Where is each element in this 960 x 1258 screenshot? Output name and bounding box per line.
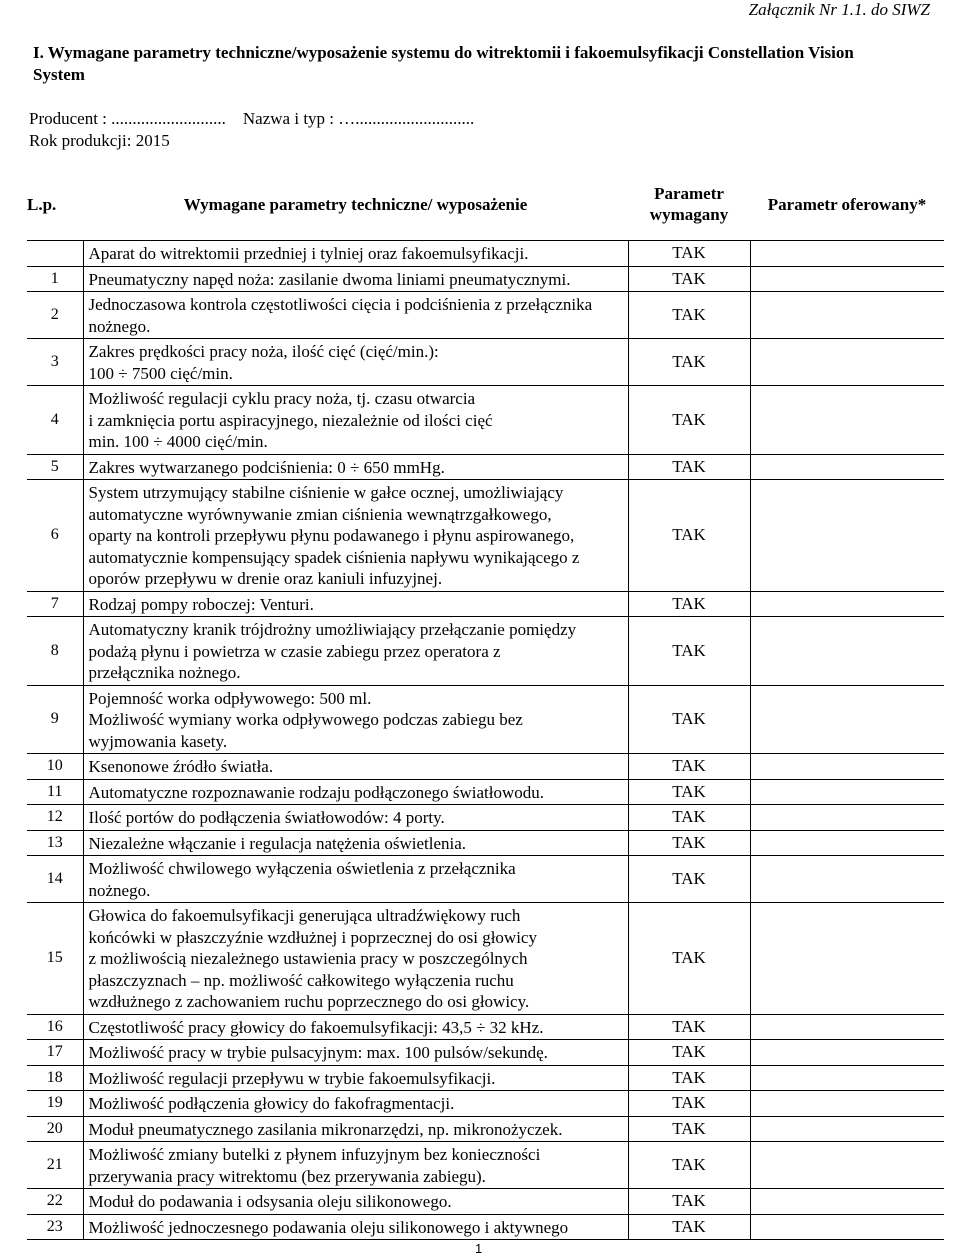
- row-number: 17: [27, 1040, 83, 1066]
- row-required-value: TAK: [628, 754, 750, 780]
- table-row: [27, 241, 944, 267]
- header-offered: Parametr oferowany*: [767, 194, 927, 214]
- row-description: Niezależne włączanie i regulacja natężenia oświetlenia.: [83, 830, 628, 856]
- row-number: 18: [27, 1065, 83, 1091]
- row-offered-value: [750, 1189, 944, 1215]
- row-required-value: TAK: [628, 386, 750, 455]
- table-row: [27, 1065, 944, 1091]
- table-row: [27, 292, 944, 339]
- row-description: Jednoczasowa kontrola częstotliwości cięcia i podciśnienia z przełącznika nożnego.: [83, 292, 628, 339]
- row-number: 2: [27, 292, 83, 339]
- row-description: Ilość portów do podłączenia światłowodów: 4 porty.: [83, 805, 628, 831]
- row-description: Rodzaj pompy roboczej: Venturi.: [83, 591, 628, 617]
- row-offered-value: [750, 1065, 944, 1091]
- row-number: [27, 241, 83, 267]
- row-required-value: TAK: [628, 454, 750, 480]
- row-required-value: TAK: [628, 830, 750, 856]
- row-description: Możliwość podłączenia głowicy do fakofragmentacji.: [83, 1091, 628, 1117]
- row-offered-value: [750, 1214, 944, 1240]
- header-required: Parametr wymagany: [649, 184, 729, 224]
- row-number: 21: [27, 1142, 83, 1189]
- row-number: 5: [27, 454, 83, 480]
- row-offered-value: [750, 1040, 944, 1066]
- row-offered-value: [750, 591, 944, 617]
- table-row: [27, 454, 944, 480]
- production-year: Rok produkcji: 2015: [29, 131, 170, 150]
- row-number: 12: [27, 805, 83, 831]
- row-description: Pneumatyczny napęd noża: zasilanie dwoma liniami pneumatycznymi.: [83, 266, 628, 292]
- table-row: [27, 266, 944, 292]
- row-number: 4: [27, 386, 83, 455]
- table-row: [27, 1116, 944, 1142]
- row-required-value: TAK: [628, 856, 750, 903]
- table-row: [27, 1091, 944, 1117]
- row-number: 15: [27, 903, 83, 1015]
- row-required-value: TAK: [628, 903, 750, 1015]
- table-header-row: [27, 168, 944, 241]
- row-number: 19: [27, 1091, 83, 1117]
- page-number: 1: [475, 1241, 483, 1256]
- row-description: Możliwość jednoczesnego podawania oleju silikonowego i aktywnego: [83, 1214, 628, 1240]
- row-description: Moduł pneumatycznego zasilania mikronarzędzi, np. mikronożyczek.: [83, 1116, 628, 1142]
- row-offered-value: [750, 292, 944, 339]
- row-number: 23: [27, 1214, 83, 1240]
- row-required-value: TAK: [628, 480, 750, 592]
- annex-label: Załącznik Nr 1.1. do SIWZ: [748, 0, 930, 19]
- row-required-value: TAK: [628, 591, 750, 617]
- row-required-value: TAK: [628, 805, 750, 831]
- row-description: Możliwość regulacji cyklu pracy noża, tj. czasu otwarcia i zamknięcia portu aspiracyjnego, niezależnie od ilości cięć min. 100 ÷ 4000 cięć/min.: [83, 386, 628, 455]
- row-offered-value: [750, 1091, 944, 1117]
- row-required-value: TAK: [628, 339, 750, 386]
- table-row: [27, 685, 944, 754]
- table-row: [27, 754, 944, 780]
- row-offered-value: [750, 856, 944, 903]
- row-description: Zakres wytwarzanego podciśnienia: 0 ÷ 650 mmHg.: [83, 454, 628, 480]
- table-row: [27, 856, 944, 903]
- row-number: 14: [27, 856, 83, 903]
- row-number: 22: [27, 1189, 83, 1215]
- table-row: [27, 1040, 944, 1066]
- row-offered-value: [750, 386, 944, 455]
- table-row: [27, 386, 944, 455]
- row-required-value: TAK: [628, 1116, 750, 1142]
- row-number: 1: [27, 266, 83, 292]
- row-description: Częstotliwość pracy głowicy do fakoemulsyfikacji: 43,5 ÷ 32 kHz.: [83, 1014, 628, 1040]
- row-number: 20: [27, 1116, 83, 1142]
- row-description: Moduł do podawania i odsysania oleju silikonowego.: [83, 1189, 628, 1215]
- row-description: Głowica do fakoemulsyfikacji generująca ultradźwiękowy ruch końcówki w płaszczyźnie wzdłużnej i poprzecznej do osi głowicy z możliwością niezależnego ustawienia pracy w poszczególnych płaszczyznach – np. możliwość całkowitego wyłączenia ruchu wzdłużnego z zachowaniem ruchu poprzecznego do osi głowicy.: [83, 903, 628, 1015]
- row-description: Zakres prędkości pracy noża, ilość cięć (cięć/min.): 100 ÷ 7500 cięć/min.: [83, 339, 628, 386]
- row-description: Pojemność worka odpływowego: 500 ml. Możliwość wymiany worka odpływowego podczas zabiegu bez wyjmowania kasety.: [83, 685, 628, 754]
- document-title: I. Wymagane parametry techniczne/wyposażenie systemu do witrektomii i fakoemulsyfikacji Constellation Vision System: [33, 43, 854, 84]
- header-description: Wymagane parametry techniczne/ wyposażenie: [183, 194, 528, 214]
- row-required-value: TAK: [628, 685, 750, 754]
- table-body: [27, 241, 944, 1240]
- row-required-value: TAK: [628, 1214, 750, 1240]
- row-offered-value: [750, 241, 944, 267]
- row-offered-value: [750, 685, 944, 754]
- table-row: [27, 830, 944, 856]
- row-required-value: TAK: [628, 1142, 750, 1189]
- row-required-value: TAK: [628, 779, 750, 805]
- row-description: Automatyczne rozpoznawanie rodzaju podłączonego światłowodu.: [83, 779, 628, 805]
- table-row: [27, 339, 944, 386]
- row-offered-value: [750, 754, 944, 780]
- producer-field: Producent : ...........................: [29, 109, 226, 128]
- row-required-value: TAK: [628, 1091, 750, 1117]
- row-required-value: TAK: [628, 241, 750, 267]
- row-required-value: TAK: [628, 1189, 750, 1215]
- table-row: [27, 480, 944, 592]
- parameters-table: [27, 168, 944, 1240]
- row-offered-value: [750, 480, 944, 592]
- row-number: 3: [27, 339, 83, 386]
- producer-line: [29, 109, 474, 129]
- row-required-value: TAK: [628, 292, 750, 339]
- row-description: Aparat do witrektomii przedniej i tylniej oraz fakoemulsyfikacji.: [83, 241, 628, 267]
- row-number: 6: [27, 480, 83, 592]
- row-number: 10: [27, 754, 83, 780]
- table-row: [27, 779, 944, 805]
- table-row: [27, 805, 944, 831]
- row-offered-value: [750, 1014, 944, 1040]
- row-offered-value: [750, 1142, 944, 1189]
- row-offered-value: [750, 617, 944, 686]
- row-number: 16: [27, 1014, 83, 1040]
- row-offered-value: [750, 339, 944, 386]
- row-required-value: TAK: [628, 1065, 750, 1091]
- name-type-field: Nazwa i typ : …............................: [242, 109, 475, 128]
- row-offered-value: [750, 266, 944, 292]
- row-number: 13: [27, 830, 83, 856]
- row-description: Automatyczny kranik trójdrożny umożliwiający przełączanie pomiędzy podażą płynu i powietrza w czasie zabiegu przez operatora z przełącznika nożnego.: [83, 617, 628, 686]
- row-number: 9: [27, 685, 83, 754]
- row-offered-value: [750, 805, 944, 831]
- header-lp: L.p.: [27, 194, 57, 214]
- table-row: [27, 1189, 944, 1215]
- table-row: [27, 903, 944, 1015]
- table-row: [27, 1142, 944, 1189]
- row-offered-value: [750, 454, 944, 480]
- row-number: 8: [27, 617, 83, 686]
- row-required-value: TAK: [628, 1014, 750, 1040]
- table-row: [27, 617, 944, 686]
- table-row: [27, 1014, 944, 1040]
- row-required-value: TAK: [628, 266, 750, 292]
- row-required-value: TAK: [628, 1040, 750, 1066]
- row-description: Możliwość chwilowego wyłączenia oświetlenia z przełącznika nożnego.: [83, 856, 628, 903]
- table-row: [27, 1214, 944, 1240]
- row-offered-value: [750, 779, 944, 805]
- row-description: System utrzymujący stabilne ciśnienie w gałce ocznej, umożliwiający automatyczne wyrównywanie zmian ciśnienia wewnątrzgałkowego, oparty na kontroli przepływu płynu podawanego i płynu aspirowanego, automatycznie kompensujący spadek ciśnienia napływu wynikającego z oporów przepływu w drenie oraz kaniuli infuzyjnej.: [83, 480, 628, 592]
- table-row: [27, 591, 944, 617]
- row-description: Możliwość pracy w trybie pulsacyjnym: max. 100 pulsów/sekundę.: [83, 1040, 628, 1066]
- row-number: 11: [27, 779, 83, 805]
- row-description: Możliwość regulacji przepływu w trybie fakoemulsyfikacji.: [83, 1065, 628, 1091]
- row-required-value: TAK: [628, 617, 750, 686]
- row-description: Możliwość zmiany butelki z płynem infuzyjnym bez konieczności przerywania pracy witrektomu (bez przerywania zabiegu).: [83, 1142, 628, 1189]
- row-offered-value: [750, 830, 944, 856]
- row-number: 7: [27, 591, 83, 617]
- row-description: Ksenonowe źródło światła.: [83, 754, 628, 780]
- row-offered-value: [750, 1116, 944, 1142]
- row-offered-value: [750, 903, 944, 1015]
